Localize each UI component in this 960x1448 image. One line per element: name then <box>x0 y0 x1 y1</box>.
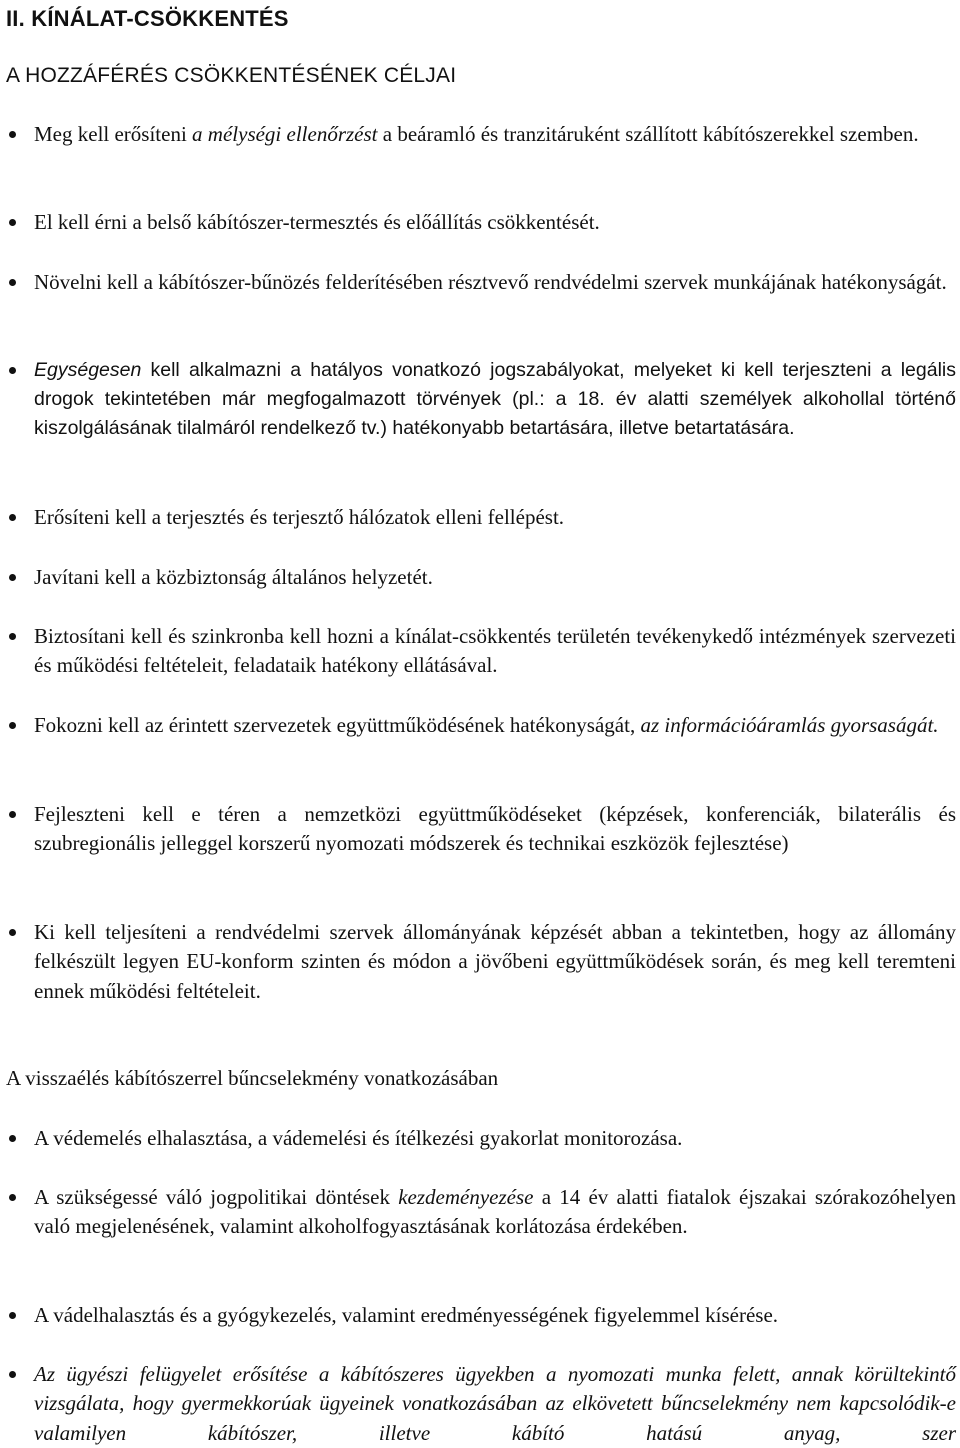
bullet-icon <box>9 1312 16 1319</box>
list-item: Növelni kell a kábítószer-bűnözés felderítésében résztvevő rendvédelmi szervek munkájának hatékonyságát. <box>34 268 956 297</box>
list-item: El kell érni a belső kábítószer-termesztés és előállítás csökkentését. <box>34 208 956 237</box>
list-item: A védemelés elhalasztása, a vádemelési és ítélkezési gyakorlat monitorozása. <box>34 1124 956 1153</box>
bullet-icon <box>9 1135 16 1142</box>
list-item: Fejleszteni kell e téren a nemzetközi együttműködéseket (képzések, konferenciák, bilaterális és szubregionális jelleggel korszerű nyomozati módszerek és technikai eszközök fejlesztése) <box>34 800 956 859</box>
bullet-icon <box>9 367 16 374</box>
bullet-icon <box>9 1371 16 1378</box>
bullet-icon <box>9 219 16 226</box>
list-item: Egységesen kell alkalmazni a hatályos vonatkozó jogszabályokat, melyeket ki kell terjeszteni a legális drogok tekintetében már megfogalmazott törvények (pl.: a 18. év alatti személyek alkohollal történő kiszolgálásának tilalmáról rendelkező tv.) hatékonyabb betartására, illetve betartatására. <box>34 356 956 444</box>
bullet-icon <box>9 574 16 581</box>
list-item: Javítani kell a közbiztonság általános helyzetét. <box>34 563 956 592</box>
list-item: Fokozni kell az érintett szervezetek együttműködésének hatékonyságát, az információáramlás gyorsaságát. <box>34 711 956 740</box>
list-item: A szükségessé váló jogpolitikai döntések kezdeményezése a 14 év alatti fiatalok éjszakai szórakozóhelyen való megjelenésének, valamint alkoholfogyasztásának korlátozása érdekében. <box>34 1183 956 1242</box>
bullet-icon <box>9 633 16 640</box>
list-item: Meg kell erősíteni a mélységi ellenőrzést a beáramló és tranzitáruként szállított kábítószerekkel szemben. <box>34 120 956 149</box>
section-subheading: A HOZZÁFÉRÉS CSÖKKENTÉSÉNEK CÉLJAI <box>6 64 457 87</box>
bullet-icon <box>9 722 16 729</box>
list-item: A vádelhalasztás és a gyógykezelés, valamint eredményességének figyelemmel kísérése. <box>34 1301 956 1330</box>
bullet-icon <box>9 279 16 286</box>
section-title: A visszaélés kábítószerrel bűncselekmény vonatkozásában <box>6 1066 499 1090</box>
list-item: Az ügyészi felügyelet erősítése a kábítószeres ügyekben a nyomozati munka felett, annak körültekintő vizsgálata, hogy gyermekkorúak ügyeinek vonatkozásában az elkövetett bűncselekmény nem kapcsolódik-e valamilyen kábítószer, illetve kábító hatású anyag, szer <box>34 1360 956 1448</box>
bullet-icon <box>9 1194 16 1201</box>
page-heading: II. KÍNÁLAT-CSÖKKENTÉS <box>6 6 289 31</box>
list-item: Erősíteni kell a terjesztés és terjesztő hálózatok elleni fellépést. <box>34 503 956 532</box>
bullet-icon <box>9 811 16 818</box>
bullet-icon <box>9 929 16 936</box>
list-item: Ki kell teljesíteni a rendvédelmi szervek állományának képzését abban a tekintetben, hogy az állomány felkészült legyen EU-konform szinten és módon a jövőbeni együttműködések során, és meg kell teremteni ennek működési feltételeit. <box>34 918 956 1006</box>
bullet-icon <box>9 131 16 138</box>
list-item: Biztosítani kell és szinkronba kell hozni a kínálat-csökkentés területén tevékenykedő intézmények szervezeti és működési feltételeit, feladataik hatékony ellátásával. <box>34 622 956 681</box>
bullet-icon <box>9 514 16 521</box>
